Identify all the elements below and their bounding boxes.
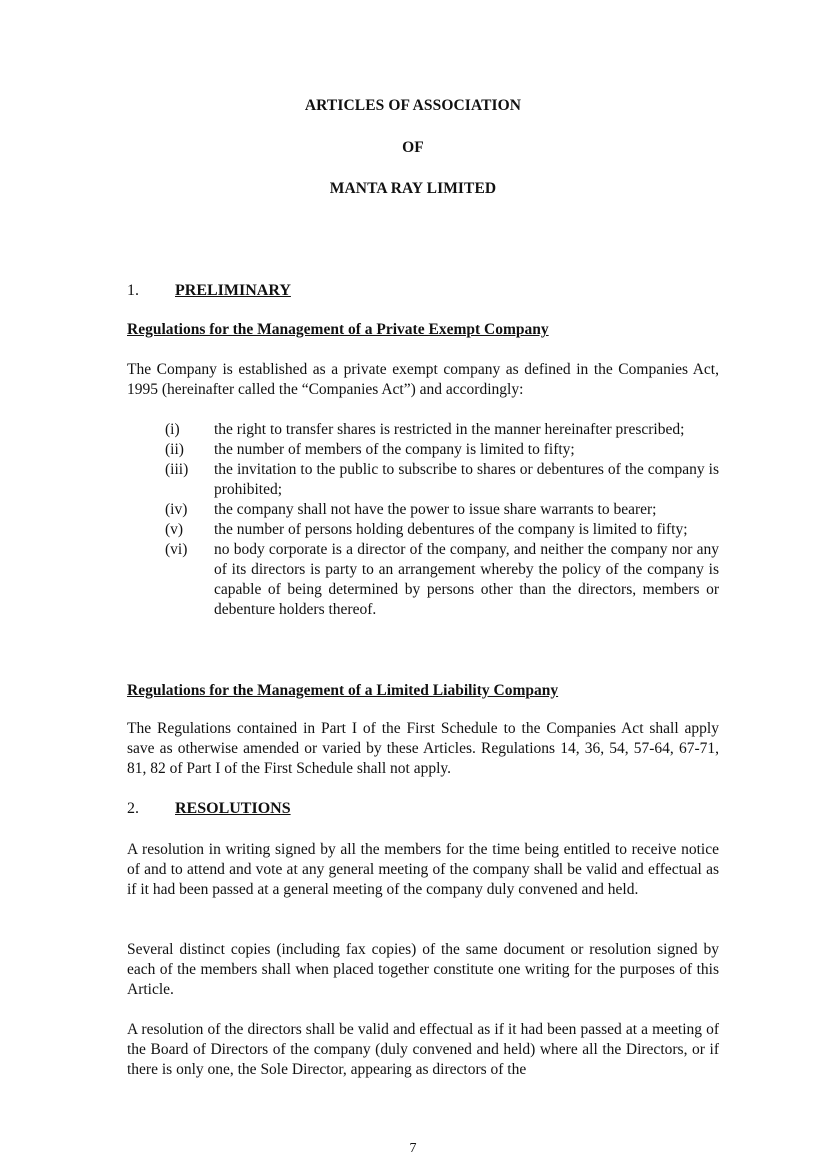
document-title: ARTICLES OF ASSOCIATION xyxy=(304,97,522,114)
section-number: 1. xyxy=(127,282,139,299)
paragraph-written-resolution: A resolution in writing signed by all the members for the time being entitled to receive notice of and to attend and vote at any general meeting of the company shall be valid and effectual as if it had been passed at a general meeting of the company duly convened and held. xyxy=(127,841,719,898)
paragraph-private-exempt-intro: The Company is established as a private exempt company as defined in the Companies Act, 1995 (hereinafter called the “Companies Act”) and accordingly: xyxy=(127,361,719,398)
list-item xyxy=(165,540,719,620)
list-marker: (ii) xyxy=(165,441,184,458)
section-title: PRELIMINARY xyxy=(175,282,291,299)
list-marker: (iii) xyxy=(165,461,189,478)
list-marker: (i) xyxy=(165,421,180,438)
document-title-of: OF xyxy=(402,139,424,156)
section-heading-preliminary xyxy=(127,282,291,300)
list-marker: (v) xyxy=(165,521,184,538)
subheading-limited-liability-company: Regulations for the Management of a Limited Liability Company xyxy=(127,682,559,699)
section-heading-resolutions xyxy=(127,800,291,818)
list-item-text: no body corporate is a director of the company, and neither the company nor any of its directors is party to an arrangement whereby the policy of the company is capable of being determined by persons other than the directors, members or debenture holders thereof. xyxy=(214,541,719,618)
restrictions-list xyxy=(165,420,719,620)
section-title: RESOLUTIONS xyxy=(175,800,291,817)
company-name: MANTA RAY LIMITED xyxy=(329,180,497,197)
list-item xyxy=(165,500,719,520)
list-item-text: the number of members of the company is limited to fifty; xyxy=(214,441,575,458)
paragraph-distinct-copies: Several distinct copies (including fax copies) of the same document or resolution signed by each of the members shall when placed together constitute one writing for the purposes of this Article. xyxy=(127,941,719,998)
list-item xyxy=(165,440,719,460)
list-item-text: the number of persons holding debentures of the company is limited to fifty; xyxy=(214,521,688,538)
list-item xyxy=(165,520,719,540)
section-number: 2. xyxy=(127,800,139,817)
list-item xyxy=(165,460,719,500)
list-item-text: the company shall not have the power to issue share warrants to bearer; xyxy=(214,501,657,518)
subheading-private-exempt-company: Regulations for the Management of a Private Exempt Company xyxy=(127,321,549,338)
paragraph-directors-resolution: A resolution of the directors shall be valid and effectual as if it had been passed at a meeting of the Board of Directors of the company (duly convened and held) where all the Directors, or if there is only one, the Sole Director, appearing as directors of the xyxy=(127,1021,719,1078)
list-item xyxy=(165,420,719,440)
list-marker: (iv) xyxy=(165,501,188,518)
list-item-text: the invitation to the public to subscribe to shares or debentures of the company is prohibited; xyxy=(214,461,719,498)
page-number: 7 xyxy=(409,1141,417,1156)
list-item-text: the right to transfer shares is restricted in the manner hereinafter prescribed; xyxy=(214,421,685,438)
paragraph-limited-liability: The Regulations contained in Part I of the First Schedule to the Companies Act shall apply save as otherwise amended or varied by these Articles. Regulations 14, 36, 54, 57-64, 67-71, 81, 82 of Part I of the First Schedule shall not apply. xyxy=(127,720,719,777)
list-marker: (vi) xyxy=(165,541,188,558)
